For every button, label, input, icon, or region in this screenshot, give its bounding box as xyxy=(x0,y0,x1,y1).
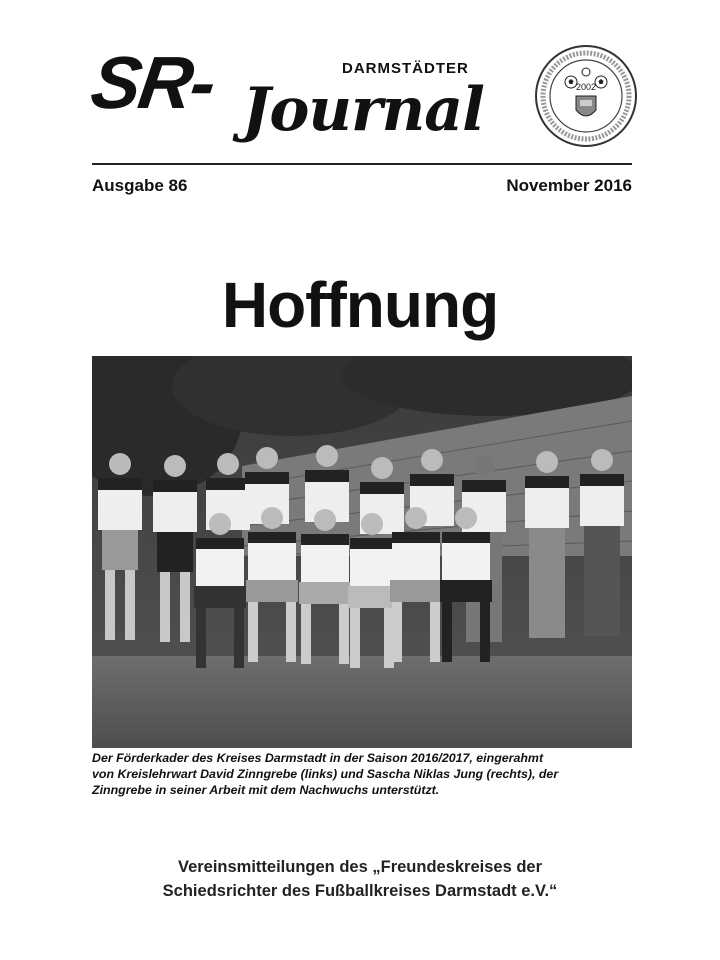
caption-line: von Kreislehrwart David Zinngrebe (links) und Sascha Niklas Jung (rechts), der xyxy=(92,767,559,781)
footer-line: Schiedsrichter des Fußballkreises Darmstadt e.V.“ xyxy=(162,882,558,900)
header-divider xyxy=(92,163,632,165)
caption-line: Zinngrebe in seiner Arbeit mit dem Nachwuchs unterstützt. xyxy=(92,783,440,797)
team-photo xyxy=(92,356,632,748)
logo-subtitle: DARMSTÄDTER xyxy=(342,60,469,77)
headline: Hoffnung xyxy=(221,269,499,341)
footer-line: Vereinsmitteilungen des „Freundeskreises der xyxy=(177,858,543,876)
footer-note xyxy=(0,855,720,903)
logo-sr-text: SR- xyxy=(86,41,220,124)
issue-number: Ausgabe 86 xyxy=(92,176,188,195)
logo-journal-text: Journal xyxy=(242,75,484,145)
photo-caption xyxy=(92,750,632,798)
seal-year: 2002 xyxy=(575,82,597,92)
issue-date: November 2016 xyxy=(506,176,632,195)
club-seal-icon xyxy=(534,44,638,148)
caption-line: Der Förderkader des Kreises Darmstadt in der Saison 2016/2017, eingerahmt xyxy=(92,751,544,765)
